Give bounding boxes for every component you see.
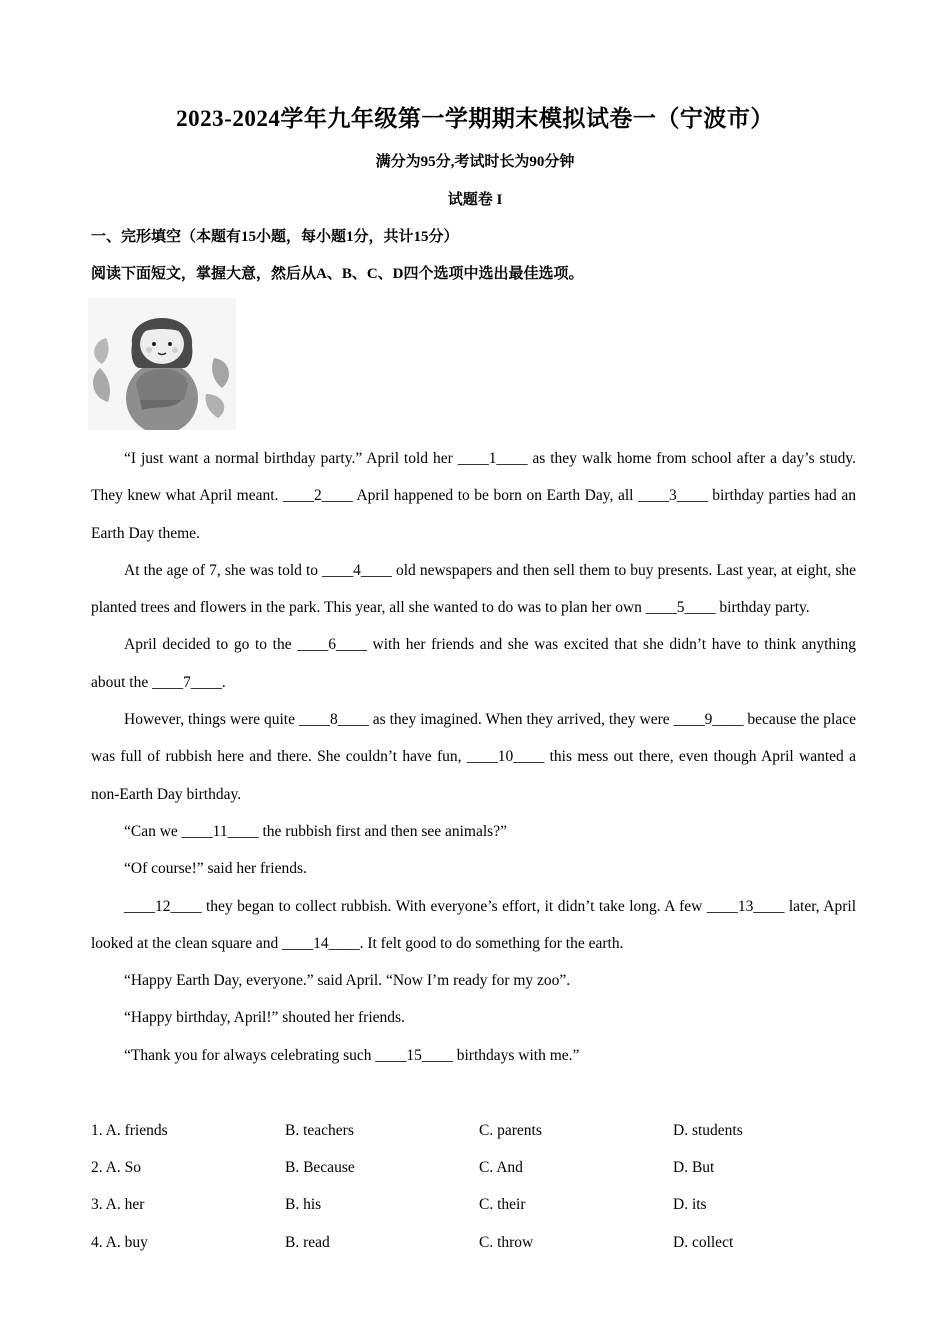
option: D. students xyxy=(673,1121,743,1139)
section-heading: 一、完形填空（本题有15小题，每小题1分，共计15分） xyxy=(91,229,459,245)
question-row xyxy=(91,1187,871,1224)
section-directions: 阅读下面短文，掌握大意，然后从A、B、C、D四个选项中选出最佳选项。 xyxy=(91,266,584,282)
exam-subtitle: 满分为95分,考试时长为90分钟 xyxy=(375,154,575,170)
passage-paragraph: “Of course!” said her friends. xyxy=(124,860,307,878)
option: C. throw xyxy=(479,1233,534,1251)
passage-paragraph: “Happy birthday, April!” shouted her friends. xyxy=(124,1009,405,1027)
cloze-passage xyxy=(91,440,856,1074)
option: C. And xyxy=(479,1158,523,1176)
option: B. teachers xyxy=(285,1121,354,1139)
passage-paragraph: ____12____ they began to collect rubbish. With everyone’s effort, it didn’t take long. A few ____13____ later, April looked at the clean square and ____14____. It felt good to do something for the earth. xyxy=(91,897,856,952)
option: C. parents xyxy=(479,1121,542,1139)
passage-paragraph: “Thank you for always celebrating such ____15____ birthdays with me.” xyxy=(124,1046,580,1064)
question-row xyxy=(91,1112,871,1149)
question-options xyxy=(91,1112,871,1261)
exam-title: 2023-2024学年九年级第一学期期末模拟试卷一（宁波市） xyxy=(176,106,774,131)
option: D. But xyxy=(673,1158,715,1176)
passage-paragraph: “Can we ____11____ the rubbish first and then see animals?” xyxy=(124,822,507,840)
option: B. Because xyxy=(285,1158,355,1176)
option: D. collect xyxy=(673,1233,734,1251)
paper-label: 试题卷 I xyxy=(447,192,503,208)
passage-paragraph: “Happy Earth Day, everyone.” said April. “Now I’m ready for my zoo”. xyxy=(124,972,571,990)
option: B. his xyxy=(285,1196,322,1214)
passage-paragraph: However, things were quite ____8____ as they imagined. When they arrived, they were ____9____ because the place was full of rubbish here and there. She couldn’t have fun, ____10____ this mess out there, even though April wanted a non-Earth Day birthday. xyxy=(91,711,856,803)
question-row xyxy=(91,1224,871,1261)
option: 4. A. buy xyxy=(91,1233,148,1251)
option: 1. A. friends xyxy=(91,1121,168,1139)
option: D. its xyxy=(673,1196,707,1214)
passage-paragraph: At the age of 7, she was told to ____4____ old newspapers and then sell them to buy presents. Last year, at eight, she planted trees and flowers in the park. This year, all she wanted to do was to plan her own ____5____ birthday party. xyxy=(91,561,856,617)
option: 3. A. her xyxy=(91,1196,145,1214)
option: 2. A. So xyxy=(91,1158,141,1176)
option: B. read xyxy=(285,1233,330,1251)
option: C. their xyxy=(479,1196,526,1214)
passage-paragraph: “I just want a normal birthday party.” April told her ____1____ as they walk home from school after a day’s study. They knew what April meant. ____2____ April happened to be born on Earth Day, all ____3____ birthday parties had an Earth Day theme. xyxy=(91,450,856,542)
question-row xyxy=(91,1149,871,1186)
passage-paragraph: April decided to go to the ____6____ with her friends and she was excited that she didn’t have to think anything about the ____7____. xyxy=(91,636,856,691)
girl-illustration xyxy=(88,298,236,430)
